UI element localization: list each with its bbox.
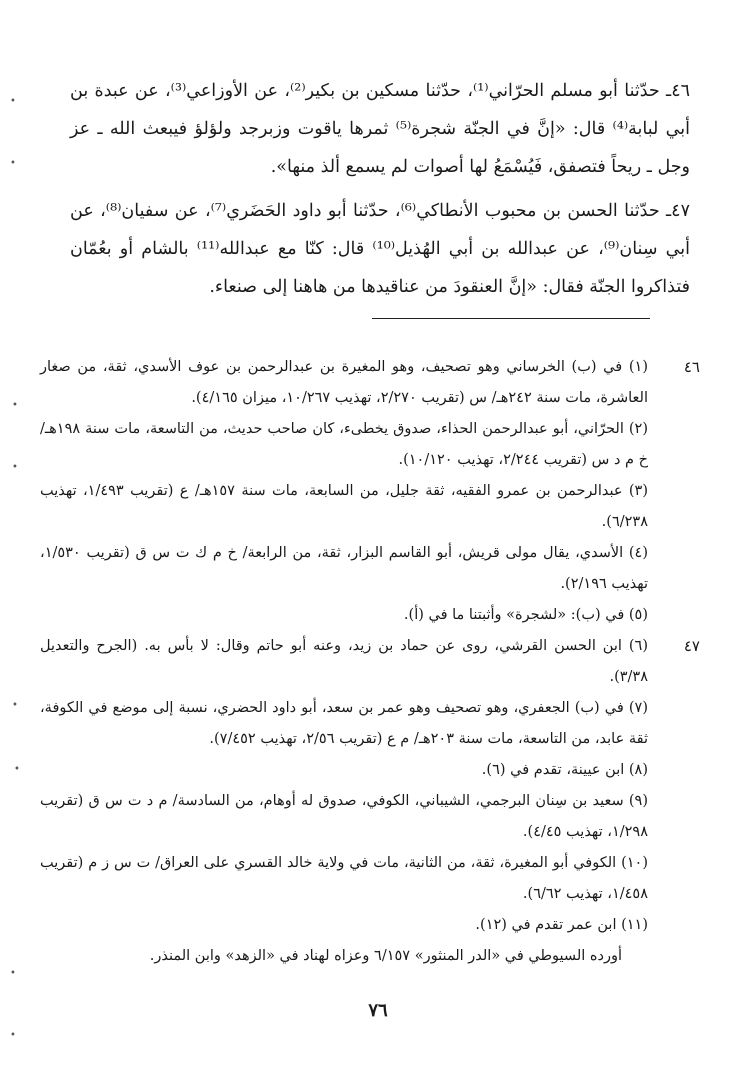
margin-dot: • — [12, 400, 18, 411]
footnote-group-number: ٤٧ — [683, 637, 700, 655]
footnote-11: (١١) ابن عمر تقدم في (١٢). — [475, 917, 648, 933]
margin-dot: • — [10, 968, 16, 979]
footnote-2: (٢) الحرّاني، أبو عبدالرحمن الحذاء، صدوق يخطىء، كان صاحب حديث، من التاسعة، مات سنة ١٩٨هـ/ خ م د س (تقريب ٢/٢٤٤، تهذيب ١٠/١٢٠). — [40, 421, 648, 468]
page-number: ٧٦ — [368, 1000, 388, 1021]
hadith-47: ٤٧ـ حدّثنا الحسن بن محبوب الأنطاكي⁽⁶⁾، حدّثنا أبو داود الحَضَري⁽⁷⁾، عن سفيان⁽⁸⁾، عن أبي سِنان⁽⁹⁾، عن عبدالله بن أبي الهُذيل⁽¹⁰⁾ قال: كنّا مع عبدالله⁽¹¹⁾ بالشام أو بعُمّان فتذاكروا الجنّة فقال: «إنَّ العنقودَ من عناقيدها من هاهنا إلى صنعاء. — [70, 201, 690, 297]
footnote-7: (٧) في (ب) الجعفري، وهو تصحيف وهو عمر بن سعد، أبو داود الحضري، نسبة إلى موضع في الكوفة، ثقة عابد، من التاسعة، مات سنة ٢٠٣هـ/ م ع (تقريب ٢/٥٦، تهذيب ٧/٤٥٢). — [40, 700, 648, 747]
margin-dot: • — [12, 700, 18, 711]
footnote-4: (٤) الأسدي، يقال مولى قريش، أبو القاسم البزار، ثقة، من الرابعة/ خ م ك ت س ق (تقريب ١/٥٣٠، تهذيب ٢/١٩٦). — [40, 545, 648, 592]
footnote-6: (٦) ابن الحسن القرشي، روى عن حماد بن زيد، وعنه أبو حاتم وقال: لا بأس به. (الجرح والتعديل ٣/٣٨). — [40, 638, 648, 685]
footnote-8: (٨) ابن عيينة، تقدم في (٦). — [481, 762, 648, 778]
footnotes — [40, 352, 700, 972]
footnote-group-46 — [40, 352, 700, 631]
footnote-group-number: ٤٦ — [683, 358, 700, 376]
margin-dot: • — [10, 96, 16, 107]
margin-dot: • — [10, 1030, 16, 1041]
footnote-9: (٩) سعيد بن سِنان البرجمي، الشيباني، الكوفي، صدوق له أوهام، من السادسة/ م د ت س ق (تقريب ١/٢٩٨، تهذيب ٤/٤٥). — [40, 793, 648, 840]
footnote-1: (١) في (ب) الخرساني وهو تصحيف، وهو المغيرة بن عبدالرحمن بن عوف الأسدي، ثقة، من صغار العاشرة، مات سنة ٢٤٢هـ/ س (تقريب ٢/٢٧٠، تهذيب ١٠/٢٦٧، ميزان ٤/١٦٥). — [40, 359, 648, 406]
source-note: أورده السيوطي في «الدر المنثور» ٦/١٥٧ وعزاه لهناد في «الزهد» وابن المنذر. — [149, 948, 622, 964]
footnote-5: (٥) في (ب): «لشجرة» وأثبتنا ما في (أ). — [403, 607, 648, 623]
footnote-10: (١٠) الكوفي أبو المغيرة، ثقة، من الثانية، مات في ولاية خالد القسري على العراق/ ت س ز م (تقريب ١/٤٥٨، تهذيب ٦/٦٢). — [40, 855, 648, 902]
footnote-group-47 — [40, 631, 700, 941]
hadith-46: ٤٦ـ حدّثنا أبو مسلم الحرّاني⁽¹⁾، حدّثنا مسكين بن بكير⁽²⁾، عن الأوزاعي⁽³⁾، عن عبدة بن أبي لبابة⁽⁴⁾ قال: «إنَّ في الجنّة شجرة⁽⁵⁾ ثمرها ياقوت وزبرجد ولؤلؤ فيبعث الله ـ عز وجل ـ ريحاً فتصفق، فَيُسْمَعُ لها أصوات لم يسمع ألذ منها». — [70, 81, 690, 177]
margin-dot: • — [12, 462, 18, 473]
footnote-3: (٣) عبدالرحمن بن عمرو الفقيه، ثقة جليل، من السابعة، مات سنة ١٥٧هـ/ ع (تقريب ١/٤٩٣، تهذيب ٦/٢٣٨). — [40, 483, 648, 530]
main-text — [70, 72, 690, 306]
footnote-separator — [372, 318, 650, 319]
margin-dot: • — [10, 158, 16, 169]
margin-dot: • — [14, 764, 20, 775]
